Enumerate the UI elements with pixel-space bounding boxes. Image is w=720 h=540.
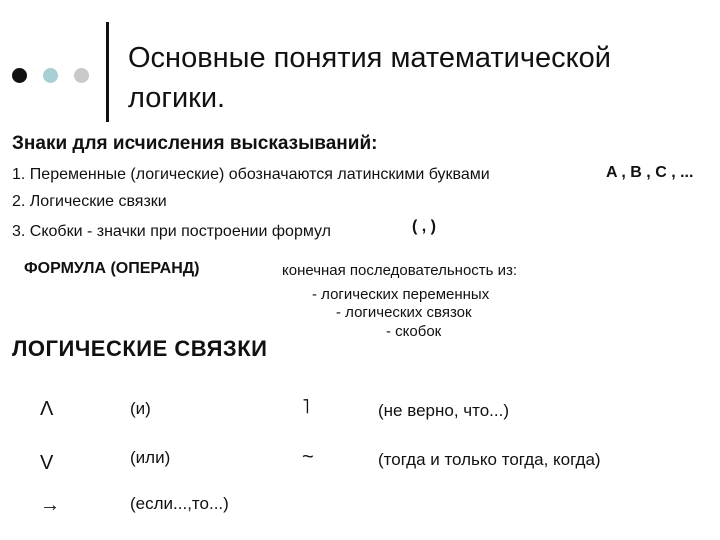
item-number: 2. — [12, 193, 26, 210]
implication-symbol: → — [40, 494, 60, 516]
item-number: 1. — [12, 166, 26, 183]
section-heading: Знаки для исчисления высказываний: — [12, 133, 378, 154]
item-number: 3. — [12, 223, 26, 240]
formula-definition: конечная последовательность из: — [282, 262, 518, 279]
decor-dot-teal — [43, 68, 58, 83]
and-meaning: (и) — [130, 399, 151, 418]
item-text: Переменные (логические) обозначаются латинскими буквами — [29, 166, 490, 183]
not-symbol: ˥ — [302, 396, 310, 418]
list-item — [12, 166, 490, 184]
formula-part: - логических связок — [336, 304, 472, 321]
list-item — [12, 223, 331, 241]
list-item — [12, 193, 167, 211]
decor-dot-dark — [12, 68, 27, 83]
not-meaning: (не верно, что...) — [378, 401, 510, 420]
item-text: Логические связки — [29, 193, 167, 210]
connectives-heading: ЛОГИЧЕСКИЕ СВЯЗКИ — [12, 336, 268, 361]
formula-part: - логических переменных — [312, 286, 490, 303]
item-text: Скобки - значки при построении формул — [29, 223, 331, 240]
and-symbol: Λ — [40, 398, 54, 420]
or-symbol: V — [40, 452, 54, 474]
implication-meaning: (если...,то...) — [130, 494, 229, 513]
formula-part: - скобок — [386, 323, 442, 340]
or-meaning: (или) — [130, 448, 171, 467]
formula-term: ФОРМУЛА (ОПЕРАНД) — [24, 260, 200, 277]
title-divider — [106, 22, 109, 122]
item-extra: A , B , C , ... — [606, 164, 694, 181]
item-extra: ( , ) — [412, 218, 436, 235]
decor-dot-gray — [74, 68, 89, 83]
equivalence-meaning: (тогда и только тогда, когда) — [378, 450, 601, 469]
page-title: Основные понятия математической логики. — [128, 42, 611, 114]
equivalence-symbol: ~ — [302, 446, 314, 468]
